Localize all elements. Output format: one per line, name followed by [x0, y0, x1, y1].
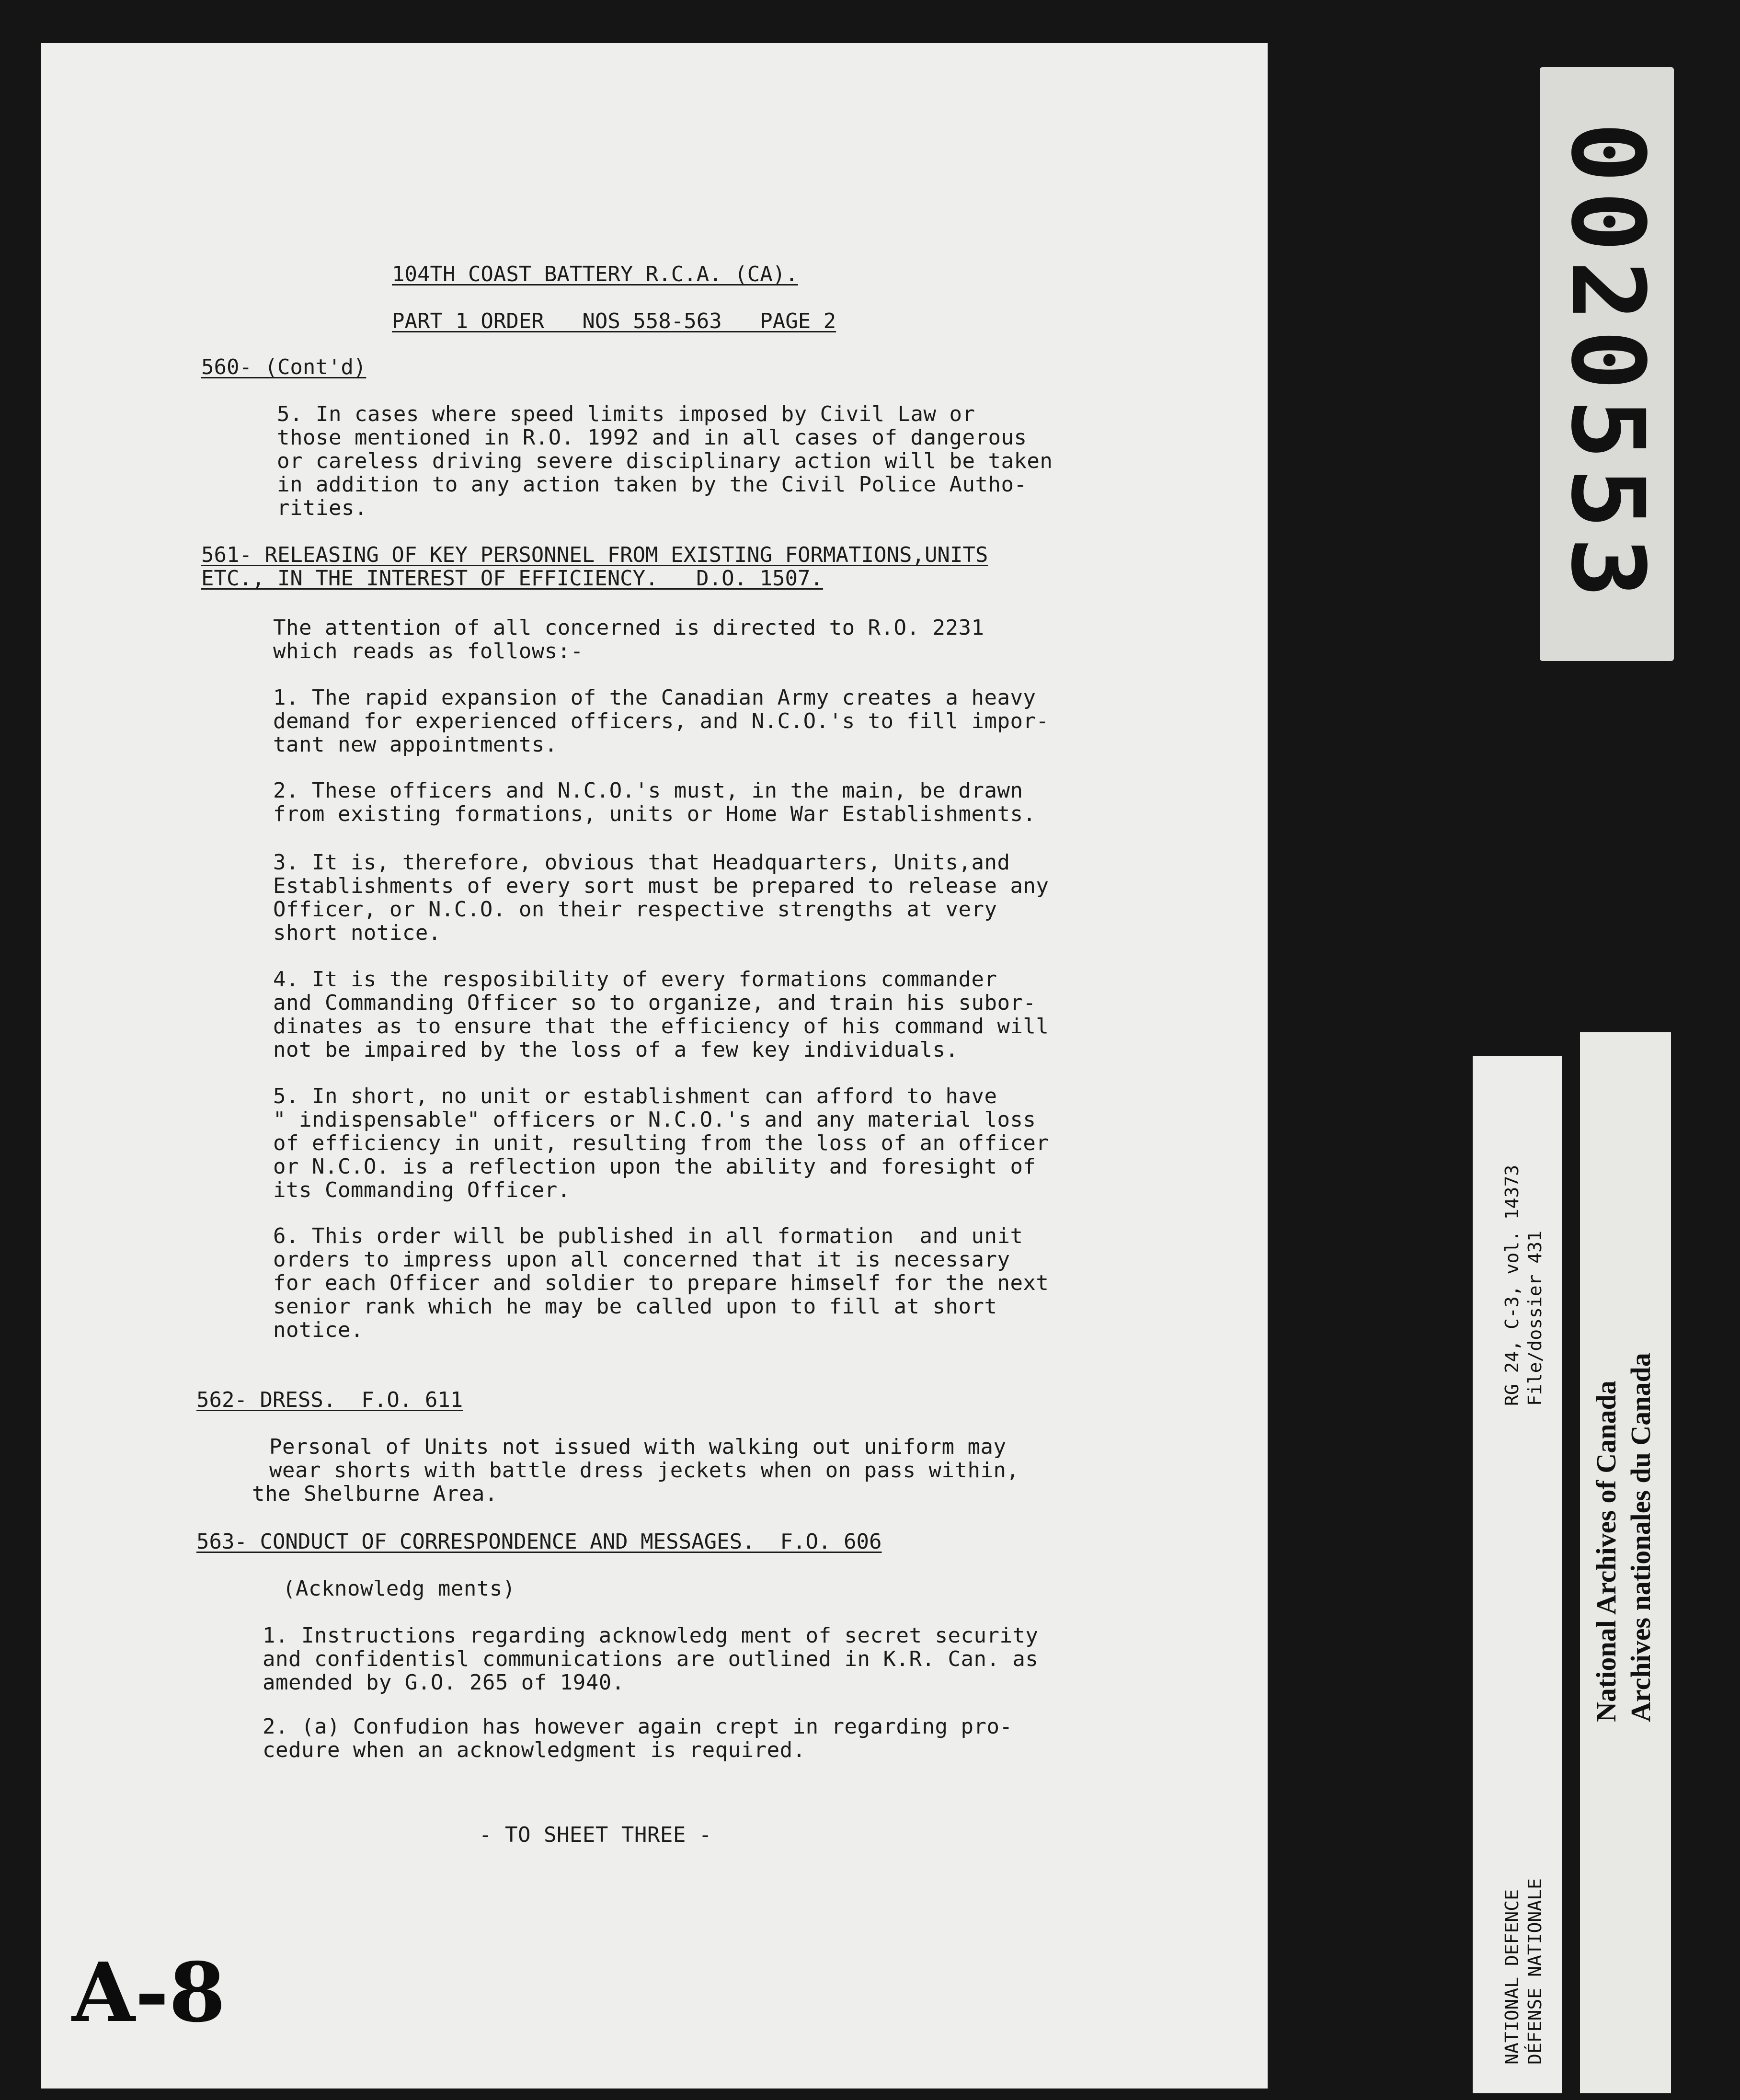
stamp-number: 0020553: [1548, 122, 1666, 606]
section-563-paragraph-1: 1. Instructions regarding acknowledg ment of secret security and confidentisl communications are outlined in K.R. Can. as amended by G.O. 265 of 1940.: [263, 1623, 1039, 1695]
sheet-continuation-footer: - TO SHEET THREE -: [479, 1823, 712, 1847]
section-562-heading: 562- DRESS. F.O. 611: [196, 1388, 463, 1412]
section-562-paragraph: Personal of Units not issued with walking out uniform may wear shorts with battle dress jeckets when on pass within, the Shelburne Area.: [252, 1435, 1019, 1506]
section-563-paragraph-2: 2. (a) Confudion has however again crept in regarding pro- cedure when an acknowledgment is required.: [263, 1714, 1013, 1762]
document-page: [41, 43, 1268, 2089]
section-561-paragraph-5: 5. In short, no unit or establishment can afford to have " indispensable" officers or N.C.O.'s and any material loss of efficiency in unit, resulting from the loss of an officer or N.C.O. is a reflection upon the ability and foresight of its Commanding Officer.: [273, 1084, 1049, 1202]
section-561-paragraph-2: 2. These officers and N.C.O.'s must, in the main, be drawn from existing formations, units or Home War Establishments.: [273, 778, 1036, 826]
section-561-paragraph-1: 1. The rapid expansion of the Canadian Army creates a heavy demand for experienced officers, and N.C.O.'s to fill impor- tant new appointments.: [273, 685, 1049, 757]
section-563-subheading: (Acknowledg ments): [283, 1576, 515, 1601]
section-561-intro: The attention of all concerned is directed to R.O. 2231 which reads as follows:-: [273, 616, 984, 663]
section-561-paragraph-4: 4. It is the resposibility of every formations commander and Commanding Officer so to organize, and train his subor- dinates as to ensure that the efficiency of his command will not be impaired by the loss of a few key individuals.: [273, 967, 1049, 1062]
section-563-heading: 563- CONDUCT OF CORRESPONDENCE AND MESSAGES. F.O. 606: [196, 1529, 882, 1554]
section-560-paragraph-5: 5. In cases where speed limits imposed by Civil Law or those mentioned in R.O. 1992 and in all cases of dangerous or careless driving severe disciplinary action will be taken in addition to any action taken by the Civil Police Autho- rities.: [277, 402, 1053, 520]
section-561-paragraph-3: 3. It is, therefore, obvious that Headquarters, Units,and Establishments of every sort must be prepared to release any Officer, or N.C.O. on their respective strengths at very short notice.: [273, 850, 1049, 945]
handwritten-mark: A-8: [72, 1945, 226, 2041]
national-archives-label: National Archives of Canada Archives nationales du Canada: [1580, 1032, 1671, 2093]
document-subtitle: PART 1 ORDER NOS 558-563 PAGE 2: [392, 309, 836, 333]
section-561-heading: 561- RELEASING OF KEY PERSONNEL FROM EXISTING FORMATIONS,UNITS ETC., IN THE INTEREST OF EFFICIENCY. D.O. 1507.: [201, 543, 988, 591]
section-560-heading: 560- (Cont'd): [201, 355, 366, 379]
section-561-paragraph-6: 6. This order will be published in all formation and unit orders to impress upon all concerned that it is necessary for each Officer and soldier to prepare himself for the next senior rank which he may be called upon to fill at short notice.: [273, 1224, 1049, 1342]
document-title: 104TH COAST BATTERY R.C.A. (CA).: [392, 262, 798, 286]
archive-reference-label: RG 24, C-3, vol. 14373 File/dossier 431 NATIONAL DEFENCE DÉFENSE NATIONALE: [1473, 1056, 1562, 2093]
